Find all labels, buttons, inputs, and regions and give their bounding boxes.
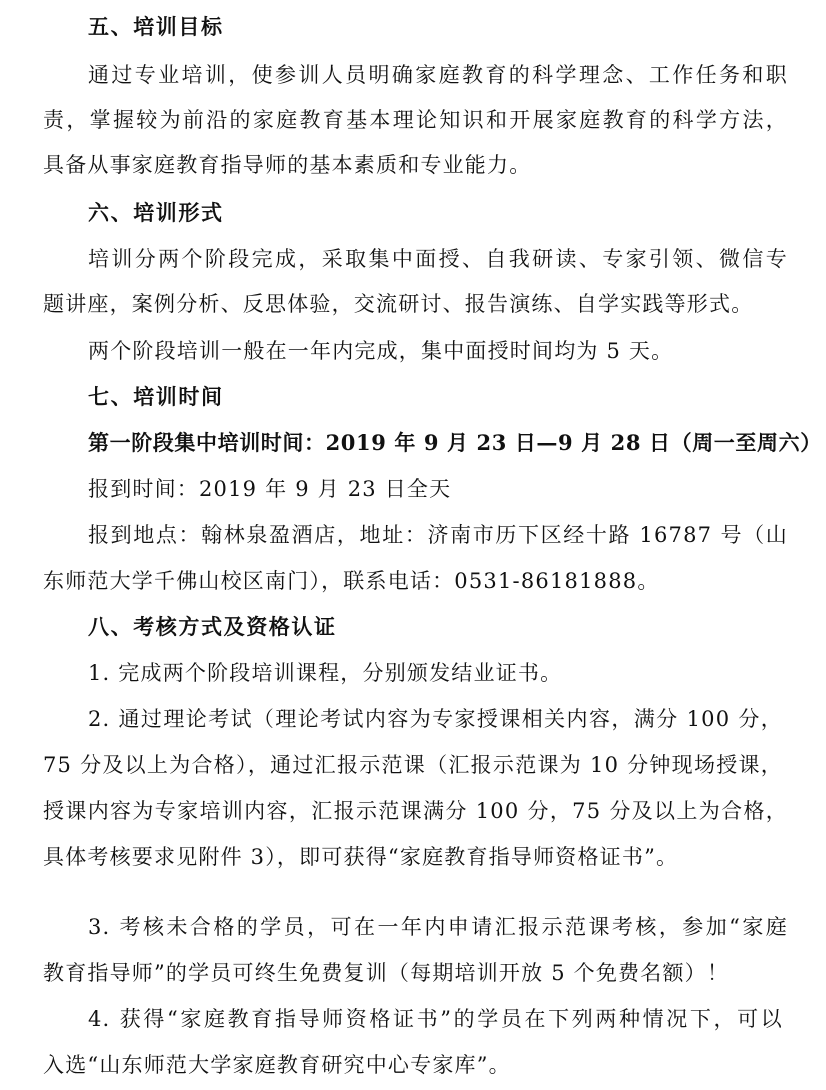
assessment-item-1: 1. 完成两个阶段培训课程，分别颁发结业证书。	[88, 661, 563, 685]
paragraph-line: 具备从事家庭教育指导师的基本素质和专业能力。	[43, 153, 532, 177]
assessment-item-2-line: 75 分及以上为合格），通过汇报示范课（汇报示范课为 10 分钟现场授课，	[43, 753, 783, 777]
assessment-item-4-line: 4. 获得“家庭教育指导师资格证书”的学员在下列两种情况下，可以	[88, 1007, 783, 1031]
assessment-item-2-line: 具体考核要求见附件 3），即可获得“家庭教育指导师资格证书”。	[43, 845, 679, 869]
assessment-item-2-line: 授课内容为专家培训内容，汇报示范课满分 100 分，75 分及以上为合格，	[43, 799, 788, 823]
paragraph-line: 培训分两个阶段完成，采取集中面授、自我研读、专家引领、微信专	[88, 247, 788, 271]
registration-time: 报到时间：2019 年 9 月 23 日全天	[88, 477, 452, 501]
paragraph-line: 题讲座，案例分析、反思体验，交流研讨、报告演练、自学实践等形式。	[43, 292, 754, 316]
assessment-item-3-line: 教育指导师”的学员可终生免费复训（每期培训开放 5 个免费名额）！	[43, 961, 730, 985]
registration-location-line: 报到地点：翰林泉盈酒店，地址：济南市历下区经十路 16787 号（山	[88, 523, 788, 547]
section-heading-assessment: 八、考核方式及资格认证	[88, 614, 337, 639]
assessment-item-3-line: 3. 考核未合格的学员，可在一年内申请汇报示范课考核，参加“家庭	[88, 915, 788, 939]
assessment-item-2-line: 2. 通过理论考试（理论考试内容为专家授课相关内容，满分 100 分，	[88, 707, 783, 731]
paragraph-line: 通过专业培训，使参训人员明确家庭教育的科学理念、工作任务和职	[88, 63, 788, 87]
assessment-item-4-line: 入选“山东师范大学家庭教育研究中心专家库”。	[43, 1053, 511, 1077]
section-heading-schedule: 七、培训时间	[88, 384, 224, 409]
registration-location-line: 东师范大学千佛山校区南门），联系电话：0531-86181888。	[43, 569, 660, 593]
paragraph-line: 责，掌握较为前沿的家庭教育基本理论知识和开展家庭教育的科学方法，	[43, 108, 788, 132]
first-stage-training-time: 第一阶段集中培训时间：2019 年 9 月 23 日—9 月 28 日（周一至周六）	[88, 430, 822, 455]
section-heading-goals: 五、培训目标	[88, 14, 224, 39]
paragraph-line: 两个阶段培训一般在一年内完成，集中面授时间均为 5 天。	[88, 339, 674, 363]
section-heading-format: 六、培训形式	[88, 200, 224, 225]
